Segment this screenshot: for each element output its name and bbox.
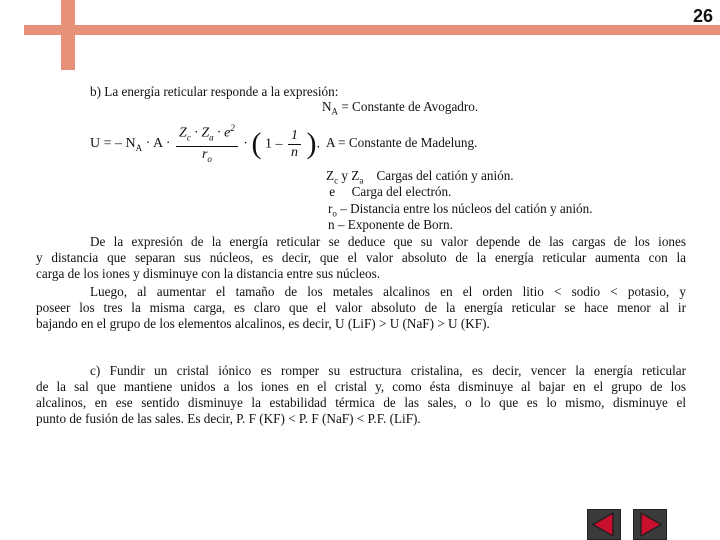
definition-charges: $Z_c$ y $Z_a$ Cargas del catión y anión. — [326, 168, 514, 186]
formula-one-minus: 1 – — [265, 136, 283, 152]
formula-main-fraction: $\frac{Z_c \cdot Z_a \cdot e^2}{r_o}$ — [176, 121, 238, 167]
lattice-energy-formula: U = – $N_A \cdot A$ · $\frac{Z_c \cdot Z_a \cdot e^2}{r_o}$ · ( 1 – $\frac{1}{n}$ ). — [90, 121, 320, 167]
definition-distance: $r_o$ – Distancia entre los núcleos del catión y anión. — [328, 201, 593, 219]
triangle-right-icon — [634, 510, 666, 539]
paragraph1-line2: y distancia que separan sus núcleos, es decir, que el valor absoluto de la energía reticular aumenta con la — [36, 250, 686, 265]
intro-line: b) La energía reticular responde a la expresión: — [90, 84, 339, 99]
page-number: 26 — [692, 6, 713, 26]
formula-inner-fraction: $\frac{1}{n}$ — [288, 128, 301, 160]
triangle-left-icon — [588, 510, 620, 539]
next-slide-button[interactable] — [633, 509, 667, 540]
decorative-bar-horizontal — [24, 25, 720, 35]
paragraph1-line3: carga de los iones y disminuye con la distancia entre sus núcleos. — [36, 266, 381, 281]
formula-lhs: U = – $N_A \cdot A$ · — [90, 136, 171, 154]
paragraph1-line1: De la expresión de la energía reticular se deduce que su valor depende de las cargas de los iones — [90, 234, 686, 249]
paragraph3-line3: alcalinos, en ese sentido disminuye la estabilidad térmica de las sales, o lo que es lo mismo, disminuye el — [36, 395, 686, 410]
definition-avogadro: $N_A$ = Constante de Avogadro. — [322, 99, 479, 117]
paragraph2-line3: bajando en el grupo de los elementos alcalinos, es decir, U (LiF) > U (NaF) > U (KF). — [36, 316, 490, 331]
definition-electron: e Carga del electrón. — [326, 184, 452, 199]
previous-slide-button[interactable] — [587, 509, 621, 540]
decorative-bar-vertical — [61, 0, 75, 70]
definition-madelung: A = Constante de Madelung. — [326, 135, 478, 150]
paragraph2-line1: Luego, al aumentar el tamaño de los metales alcalinos en el orden litio < sodio < potasio, y — [90, 284, 686, 299]
paragraph3-line4: punto de fusión de las sales. Es decir, P. F (KF) < P. F (NaF) < P.F. (LiF). — [36, 411, 421, 426]
paragraph3-line1: c) Fundir un cristal iónico es romper su estructura cristalina, es decir, vencer la energía reticular — [90, 363, 686, 378]
definition-born: n – Exponente de Born. — [328, 217, 453, 232]
paragraph2-line2: poseer los tres la misma carga, es claro que el valor absoluto de la energía reticular se hace menor al ir — [36, 300, 686, 315]
paragraph3-line2: de la sal que mantiene unidos a los iones en el cristal y, como ésta disminuye al bajar en el grupo de los — [36, 379, 686, 394]
